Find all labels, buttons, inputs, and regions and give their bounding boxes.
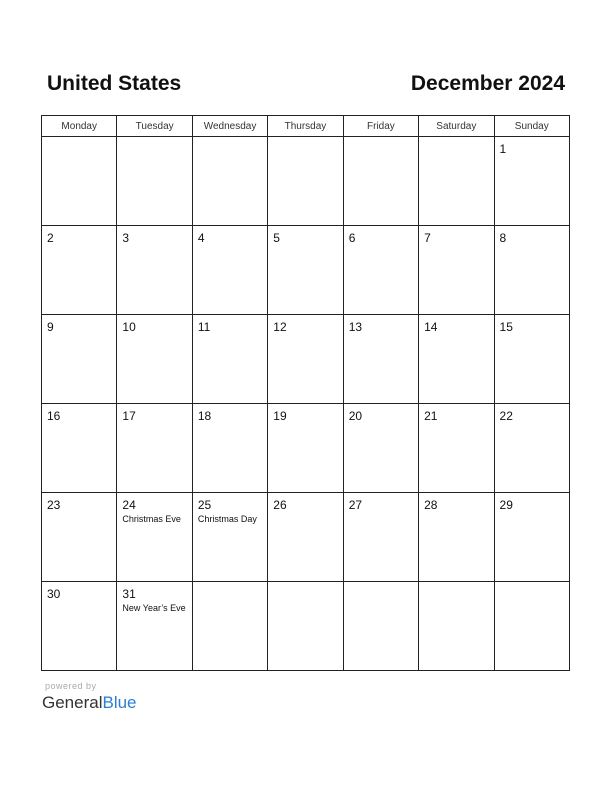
day-cell	[117, 137, 192, 226]
day-cell	[419, 137, 494, 226]
day-number: 9	[47, 320, 54, 334]
day-cell	[42, 226, 117, 315]
day-number: 4	[197, 231, 205, 245]
day-cell	[268, 137, 343, 226]
day-number	[344, 582, 418, 587]
day-cell	[343, 315, 418, 404]
day-cell	[494, 137, 569, 226]
day-cell	[494, 582, 569, 671]
day-number: 2	[47, 231, 54, 245]
day-number: 31	[122, 587, 136, 601]
holiday-label: Christmas Day	[197, 514, 257, 524]
day-number: 7	[424, 231, 431, 245]
day-number: 27	[348, 498, 363, 512]
day-number: 21	[424, 409, 438, 423]
day-cell	[494, 493, 569, 582]
day-cell	[494, 315, 569, 404]
day-number: 13	[348, 320, 363, 334]
day-number	[268, 137, 342, 142]
weekday-header-row	[42, 116, 570, 137]
day-number	[419, 137, 493, 142]
day-number: 8	[499, 231, 507, 245]
day-cell	[494, 404, 569, 493]
day-number: 28	[424, 498, 438, 512]
holiday-label: New Year’s Eve	[122, 603, 186, 613]
calendar-week-row	[42, 226, 570, 315]
day-cell	[42, 582, 117, 671]
day-cell	[343, 493, 418, 582]
weekday-header: Tuesday	[117, 116, 192, 137]
day-cell	[192, 493, 267, 582]
day-cell	[494, 226, 569, 315]
day-cell	[117, 582, 192, 671]
weekday-header: Sunday	[494, 116, 569, 137]
calendar-week-row	[42, 582, 570, 671]
day-cell	[192, 315, 267, 404]
day-number: 20	[348, 409, 363, 423]
day-number	[495, 582, 569, 587]
weekday-header: Friday	[343, 116, 418, 137]
day-number: 3	[122, 231, 130, 245]
powered-by-label: powered by	[45, 681, 97, 691]
day-number: 16	[47, 409, 61, 423]
day-number: 24	[122, 498, 136, 512]
day-cell	[268, 404, 343, 493]
brand-blue-text: Blue	[102, 693, 137, 712]
day-number	[193, 137, 267, 142]
day-number: 10	[122, 320, 136, 334]
calendar-week-row	[42, 315, 570, 404]
day-number: 15	[499, 320, 513, 334]
day-cell	[117, 404, 192, 493]
day-number: 22	[499, 409, 513, 423]
day-number: 29	[499, 498, 513, 512]
day-cell	[42, 137, 117, 226]
day-cell	[192, 582, 267, 671]
day-number: 25	[197, 498, 212, 512]
day-number	[268, 582, 342, 587]
holiday-label: Christmas Eve	[122, 514, 181, 524]
day-cell	[192, 226, 267, 315]
day-number	[419, 582, 493, 587]
brand-general-text: General	[42, 693, 103, 712]
day-cell	[42, 315, 117, 404]
day-number	[344, 137, 418, 142]
day-cell	[419, 582, 494, 671]
day-cell	[192, 404, 267, 493]
month-year-title: December 2024	[410, 72, 565, 95]
day-number: 18	[197, 409, 212, 423]
day-cell	[343, 137, 418, 226]
weekday-header: Saturday	[419, 116, 494, 137]
weekday-header: Monday	[42, 116, 117, 137]
weekday-header: Thursday	[268, 116, 343, 137]
day-cell	[268, 226, 343, 315]
day-cell	[117, 226, 192, 315]
day-cell	[343, 404, 418, 493]
day-number: 14	[424, 320, 438, 334]
calendar-week-row	[42, 493, 570, 582]
day-cell	[419, 404, 494, 493]
day-number: 6	[348, 231, 356, 245]
calendar-week-row	[42, 137, 570, 226]
day-cell	[192, 137, 267, 226]
day-number: 1	[499, 142, 507, 156]
day-number	[42, 137, 116, 142]
day-number: 11	[197, 320, 211, 334]
day-cell	[268, 315, 343, 404]
day-cell	[117, 315, 192, 404]
day-number	[193, 582, 267, 587]
calendar-week-row	[42, 404, 570, 493]
day-number: 23	[47, 498, 61, 512]
day-cell	[42, 404, 117, 493]
day-number: 5	[273, 231, 280, 245]
generalblue-logo[interactable]	[42, 693, 137, 713]
day-cell	[419, 493, 494, 582]
day-number: 17	[122, 409, 136, 423]
day-cell	[42, 493, 117, 582]
day-cell	[268, 493, 343, 582]
country-title: United States	[47, 72, 182, 95]
day-cell	[343, 226, 418, 315]
day-number: 19	[273, 409, 287, 423]
day-cell	[419, 226, 494, 315]
calendar-grid	[41, 115, 570, 671]
day-cell	[343, 582, 418, 671]
day-number: 30	[47, 587, 61, 601]
weekday-header: Wednesday	[192, 116, 267, 137]
day-cell	[419, 315, 494, 404]
day-number	[117, 137, 191, 142]
day-cell	[268, 582, 343, 671]
day-number: 12	[273, 320, 287, 334]
day-cell	[117, 493, 192, 582]
day-number: 26	[273, 498, 287, 512]
